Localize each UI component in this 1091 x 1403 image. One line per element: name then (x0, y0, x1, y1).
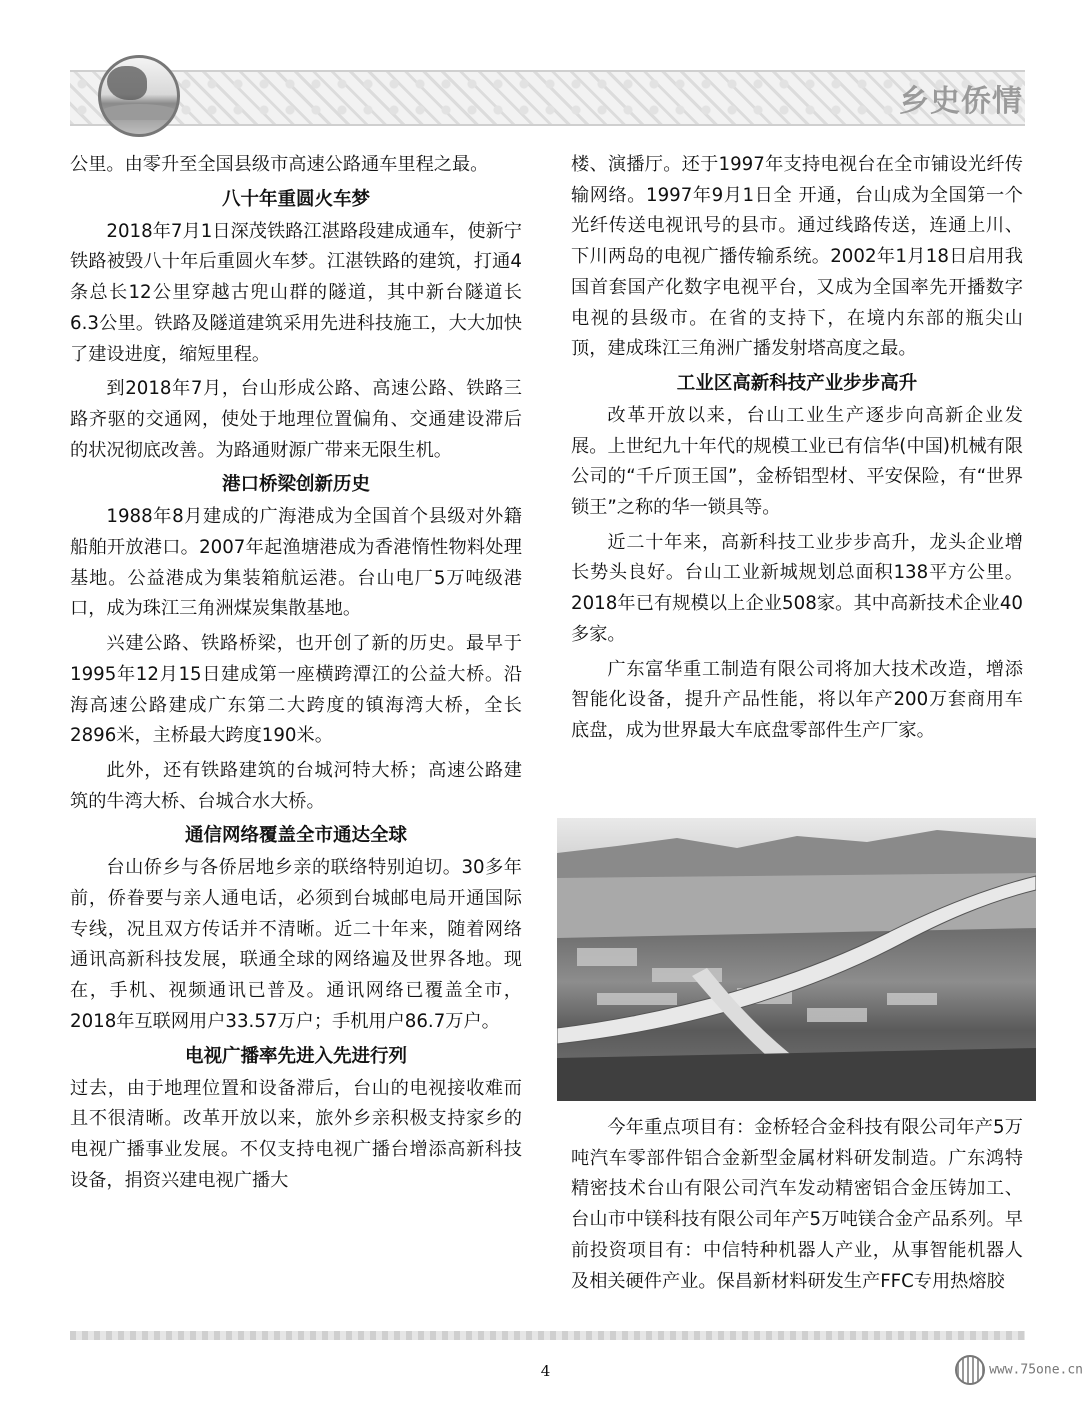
subheading: 电视广播率先进入先进行列 (184, 1045, 407, 1067)
paragraph: 改革开放以来，台山工业生产逐步向高新企业发展。上世纪九十年代的规模工业已有信华(中国)机械有限公司的“千斤顶王国”，金桥铝型材、平安保险，有“世界锁王”之称的华一锁具等。 (571, 404, 1023, 519)
footer-decorative-band (70, 1331, 1025, 1340)
paragraph: 过去，由于地理位置和设备滞后，台山的电视接收难而且不很清晰。改革开放以来，旅外乡亲积极支持家乡的电视广播事业发展。不仅支持电视广播台增添高新科技设备，捐资兴建电视广播大 (70, 1077, 522, 1191)
landscape-medallion-icon (98, 55, 180, 137)
paragraph: 广东富华重工制造有限公司将加大技术改造，增添智能化设备，提升产品性能，将以年产200万套商用车底盘，成为世界最大车底盘零部件生产厂家。 (571, 658, 1023, 741)
paragraph: 到2018年7月，台山形成公路、高速公路、铁路三路齐驱的交通网，使处于地理位置偏角、交通建设滞后的状况彻底改善。为路通财源广带来无限生机。 (70, 378, 522, 461)
right-text-column-bottom (571, 1113, 1023, 1297)
section-title: 乡史侨情 (899, 84, 1023, 119)
paragraph: 1988年8月建成的广海港成为全国首个县级对外籍船舶开放港口。2007年起渔塘港成为香港惰性物料处理基地。公益港成为集装箱航运港。台山电厂5万吨级港口，成为珠江三角洲煤炭集散基地。 (70, 506, 522, 620)
subheading: 工业区高新科技产业步步高升 (676, 372, 918, 394)
paragraph: 此外，还有铁路建筑的台城河特大桥；高速公路建筑的牛湾大桥、台城合水大桥。 (70, 759, 522, 812)
left-text-column (70, 150, 522, 1196)
aerial-highway-photo (557, 818, 1036, 1101)
watermark (955, 1355, 1083, 1385)
paragraph: 今年重点项目有：金桥轻合金科技有限公司年产5万吨汽车零部件铝合金新型金属材料研发制造。广东鸿特精密技术台山有限公司汽车发动精密铝合金压铸加工、台山市中镁科技有限公司年产5万吨镁合金产品系列。早前投资项目有：中信特种机器人产业，从事智能机器人及相关硬件产业。保昌新材料研发生产FFC专用热熔胶 (571, 1117, 1023, 1292)
subheading: 通信网络覆盖全市通达全球 (184, 825, 407, 847)
paragraph: 兴建公路、铁路桥梁，也开创了新的历史。最早于1995年12月15日建成第一座横跨潭江的公益大桥。沿海高速公路建成广东第二大跨度的镇海湾大桥，全长2896米，主桥最大跨度190米。 (70, 633, 522, 747)
paragraph: 2018年7月1日深茂铁路江湛路段建成通车，使新宁铁路被毁八十年后重圆火车梦。江湛铁路的建筑，打通4条总长12公里穿越古兜山群的隧道，其中新台隧道长6.3公里。铁路及隧道建筑采用先进科技施工，大大加快了建设进度，缩短里程。 (70, 220, 522, 365)
right-text-column-top (571, 150, 1023, 747)
watermark-url: www.75one.cn (989, 1362, 1083, 1378)
header-decorative-band (70, 70, 1025, 126)
subheading: 港口桥梁创新历史 (221, 474, 370, 496)
paragraph: 公里。由零升至全国县级市高速公路通车里程之最。 (70, 154, 489, 175)
subheading: 八十年重圆火车梦 (221, 188, 370, 210)
paragraph: 台山侨乡与各侨居地乡亲的联络特别迫切。30多年前，侨眷要与亲人通电话，必须到台城邮电局开通国际专线，况且双方传话并不清晰。近二十年来，随着网络通讯高新科技发展，联通全球的网络遍及世界各地。现在，手机、视频通讯已普及。通讯网络已覆盖全市，2018年互联网用户33.57万户；手机用户86.7万户。 (70, 857, 522, 1032)
watermark-logo-icon (955, 1355, 985, 1385)
paragraph: 近二十年来，高新科技工业步步高升，龙头企业增长势头良好。台山工业新城规划总面积138平方公里。2018年已有规模以上企业508家。其中高新技术企业40多家。 (571, 531, 1023, 645)
page-number: 4 (540, 1362, 551, 1380)
paragraph: 楼、演播厅。还于1997年支持电视台在全市铺设光纤传输网络。1997年9月1日全 开通，台山成为全国第一个光纤传送电视讯号的县市。通过线路传送，连通上川、下川两岛的电视广播传输系统。2002年1月18日启用我国首套国产化数字电视平台，又成为全国率先开播数字电视的县级市。在省的支持下，在境内东部的瓶尖山顶，建成珠江三角洲广播发射塔高度之最。 (571, 154, 1023, 360)
